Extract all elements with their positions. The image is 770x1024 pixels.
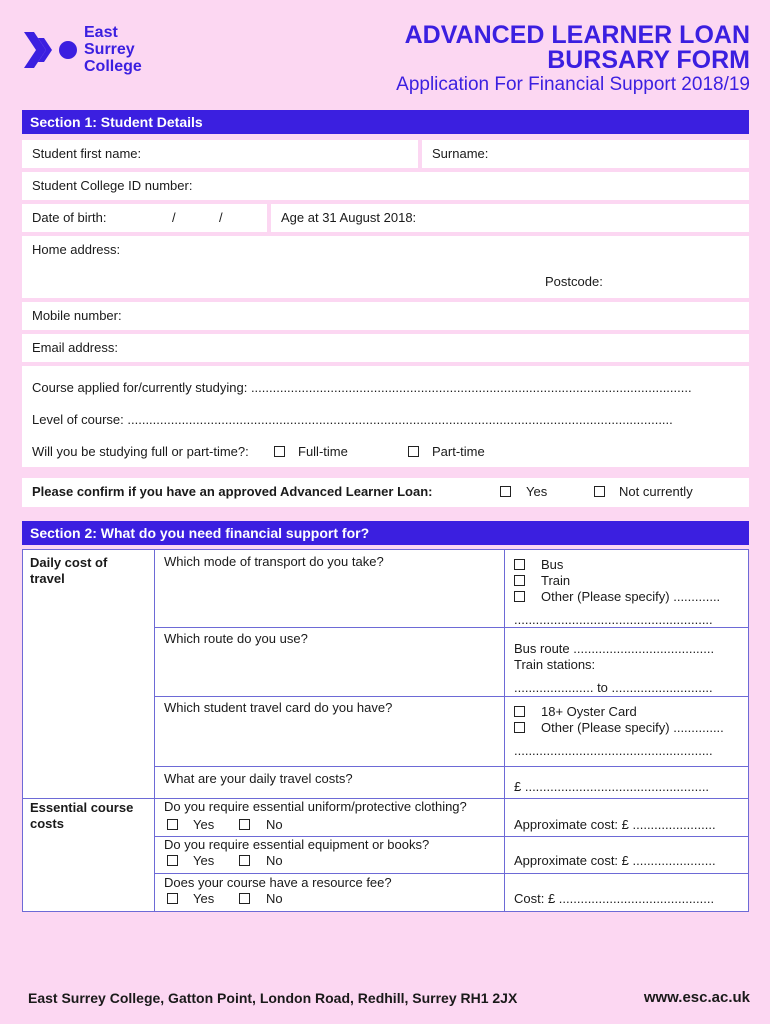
resource-fee-question: Does your course have a resource fee? xyxy=(164,875,392,890)
loan-confirm-row: Please confirm if you have an approved Advanced Learner Loan: Yes Not currently xyxy=(22,478,749,507)
train-checkbox[interactable] xyxy=(514,575,525,586)
form-subtitle: Application For Financial Support 2018/19 xyxy=(396,74,750,95)
transport-question: Which mode of transport do you take? xyxy=(164,554,384,569)
route-question: Which route do you use? xyxy=(164,631,308,646)
mobile-field[interactable]: Mobile number: xyxy=(22,302,749,330)
course-details-box: Course applied for/currently studying: .......................................................................................................................... Level of course: ....................................................................................................................................................... Will you be studying full or part-time?: Full-time Part-time xyxy=(22,366,749,467)
postcode-label: Postcode: xyxy=(545,274,603,289)
uniform-no-checkbox[interactable] xyxy=(239,819,250,830)
other-card-line[interactable]: ....................................................... xyxy=(514,743,713,758)
college-logo-icon xyxy=(24,28,78,72)
daily-costs-field[interactable]: £ ................................................... xyxy=(514,779,710,794)
dob-field[interactable]: Date of birth: / / xyxy=(22,204,267,232)
college-logo xyxy=(24,24,174,80)
equipment-yes-checkbox[interactable] xyxy=(167,855,178,866)
daily-costs-question: What are your daily travel costs? xyxy=(164,771,353,786)
section1-heading: Section 1: Student Details xyxy=(22,110,749,134)
oyster-card-checkbox[interactable] xyxy=(514,706,525,717)
train-stations-label: Train stations: xyxy=(514,657,596,672)
other-card-checkbox[interactable] xyxy=(514,722,525,733)
college-id-field[interactable]: Student College ID number: xyxy=(22,172,749,200)
footer-website-link[interactable]: www.esc.ac.uk xyxy=(643,989,750,1006)
level-field[interactable]: Level of course: ....................................................................................................................................................... xyxy=(32,412,673,427)
stations-to-field[interactable]: ...................... to ............................ xyxy=(514,680,713,695)
age-field[interactable]: Age at 31 August 2018: xyxy=(271,204,749,232)
part-time-checkbox[interactable] xyxy=(408,446,419,457)
resource-cost-field[interactable]: Cost: £ ........................................... xyxy=(514,891,715,906)
course-field[interactable]: Course applied for/currently studying: .......................................................................................................................... xyxy=(32,380,692,395)
first-name-field[interactable]: Student first name: xyxy=(22,140,418,168)
other-transport-field[interactable]: Other (Please specify) ............. xyxy=(541,589,721,604)
equipment-no-checkbox[interactable] xyxy=(239,855,250,866)
loan-yes-checkbox[interactable] xyxy=(500,486,511,497)
email-field[interactable]: Email address: xyxy=(22,334,749,362)
other-transport-line[interactable]: ....................................................... xyxy=(514,612,713,627)
daily-cost-label: Daily cost of travel xyxy=(30,555,108,586)
uniform-question: Do you require essential uniform/protective clothing? xyxy=(164,799,467,814)
loan-not-currently-checkbox[interactable] xyxy=(594,486,605,497)
other-card-field[interactable]: Other (Please specify) .............. xyxy=(541,720,724,735)
form-title-line1: ADVANCED LEARNER LOAN xyxy=(404,21,750,49)
resource-no-checkbox[interactable] xyxy=(239,893,250,904)
home-address-field[interactable]: Home address: Postcode: xyxy=(22,236,749,298)
uniform-yes-checkbox[interactable] xyxy=(167,819,178,830)
essential-costs-label: Essential course costs xyxy=(30,800,134,831)
bus-route-field[interactable]: Bus route ....................................... xyxy=(514,641,715,656)
travel-card-question: Which student travel card do you have? xyxy=(164,700,393,715)
equipment-cost-field[interactable]: Approximate cost: £ ....................... xyxy=(514,853,716,868)
bus-checkbox[interactable] xyxy=(514,559,525,570)
uniform-cost-field[interactable]: Approximate cost: £ ....................... xyxy=(514,817,716,832)
financial-support-table: Daily cost of travel Essential course costs Which mode of transport do you take? Bus Train Other (Please specify) ............. ....................................................... Which route do you use? Bus route ....................................... Train stations: ...................... to ............................ Which student travel card do you have? 18+ Oyster Card Other (Please specify) .............. ....................................................... What are your daily travel costs? £ ................................................... Do you require essential uniform/protective clothing? Yes No Approximate cost: £ ....................... Do you require essential equipment or books? Yes No Approximate cost: £ ....................... Does your course have a resource fee? Yes No Cost: £ ........................................... xyxy=(22,549,749,912)
college-name: East Surrey College xyxy=(84,24,142,75)
form-title-line2: BURSARY FORM xyxy=(547,46,750,74)
study-mode-row: Will you be studying full or part-time?: xyxy=(32,444,249,459)
full-time-checkbox[interactable] xyxy=(274,446,285,457)
footer-address: East Surrey College, Gatton Point, London Road, Redhill, Surrey RH1 2JX xyxy=(28,990,518,1006)
equipment-question: Do you require essential equipment or books? xyxy=(164,837,430,852)
other-transport-checkbox[interactable] xyxy=(514,591,525,602)
section2-heading: Section 2: What do you need financial support for? xyxy=(22,521,749,545)
surname-field[interactable]: Surname: xyxy=(422,140,749,168)
resource-yes-checkbox[interactable] xyxy=(167,893,178,904)
